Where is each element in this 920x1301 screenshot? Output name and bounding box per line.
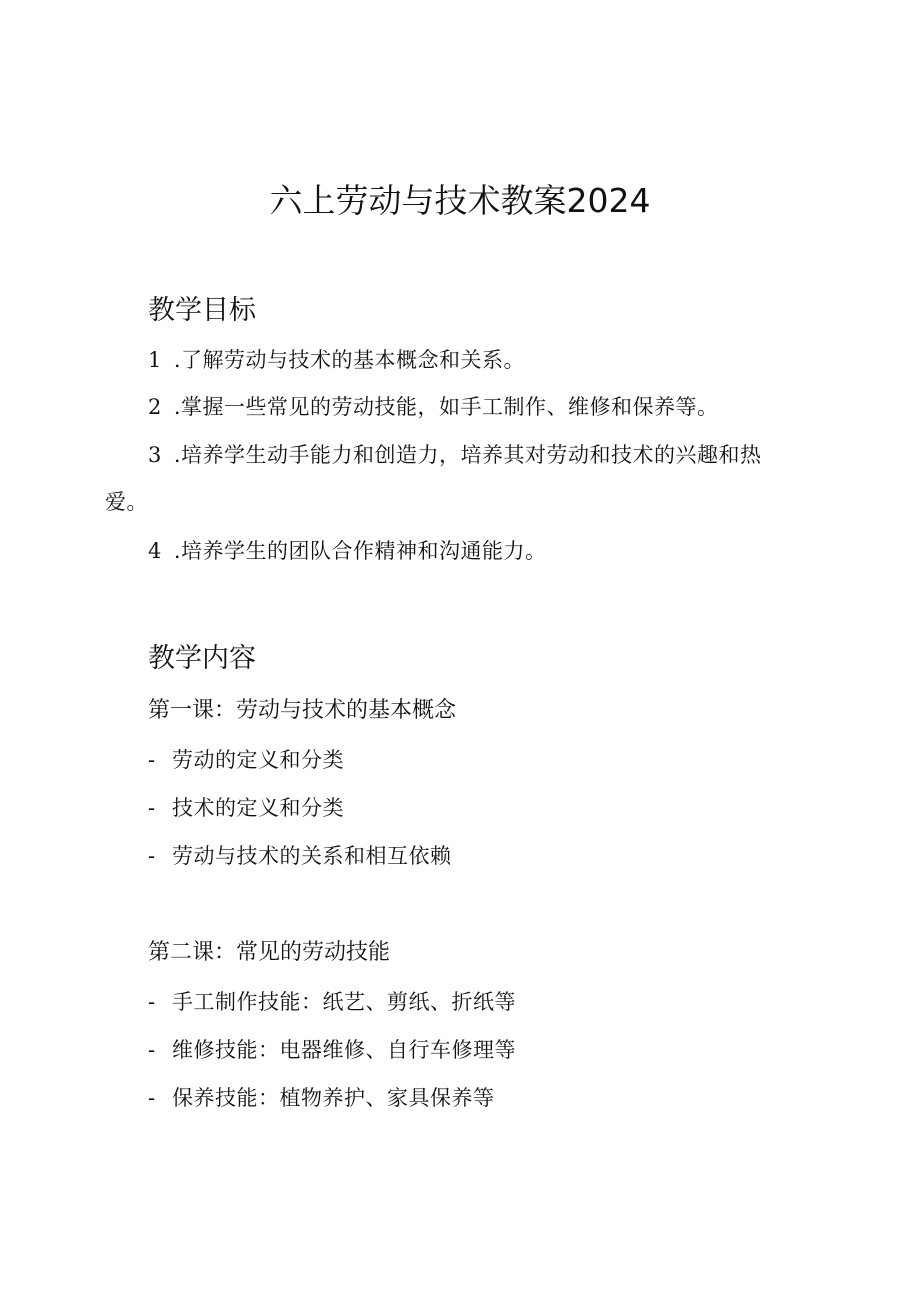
list-item-text: 保养技能：植物养护、家具保养等 <box>172 1086 495 1110</box>
list-item <box>148 841 452 871</box>
bullet-dash: - <box>148 796 156 820</box>
content-heading: 教学内容 <box>148 643 256 674</box>
objective-text: .了解劳动与技术的基本概念和关系。 <box>173 348 526 372</box>
objective-continuation: 爱。 <box>105 490 148 514</box>
objective-number: 2 <box>148 395 162 419</box>
list-item-text: 维修技能：电器维修、自行车修理等 <box>172 1038 516 1062</box>
bullet-dash: - <box>148 844 156 868</box>
objective-item <box>148 536 547 566</box>
objective-number: 3 <box>148 443 162 467</box>
list-item-text: 劳动与技术的关系和相互依赖 <box>172 844 452 868</box>
objective-item <box>148 392 719 422</box>
list-item-text: 劳动的定义和分类 <box>172 748 344 772</box>
list-item-text: 技术的定义和分类 <box>172 796 344 820</box>
objective-text: .掌握一些常见的劳动技能，如手工制作、维修和保养等。 <box>173 395 719 419</box>
objective-text: .培养学生的团队合作精神和沟通能力。 <box>173 539 547 563</box>
lesson-title: 第二课：常见的劳动技能 <box>148 940 391 965</box>
list-item <box>148 1035 516 1065</box>
bullet-dash: - <box>148 990 156 1014</box>
bullet-dash: - <box>148 1086 156 1110</box>
objective-number: 1 <box>148 348 162 372</box>
objectives-heading: 教学目标 <box>148 295 256 326</box>
objective-item <box>148 440 762 470</box>
objective-item <box>148 345 525 375</box>
list-item-text: 手工制作技能：纸艺、剪纸、折纸等 <box>172 990 516 1014</box>
bullet-dash: - <box>148 748 156 772</box>
document-title: 六上劳动与技术教案2024 <box>269 181 651 220</box>
objective-number: 4 <box>148 539 162 563</box>
list-item <box>148 745 344 775</box>
list-item <box>148 793 344 823</box>
list-item <box>148 1083 495 1113</box>
bullet-dash: - <box>148 1038 156 1062</box>
objective-text: .培养学生动手能力和创造力，培养其对劳动和技术的兴趣和热 <box>173 443 762 467</box>
list-item <box>148 987 516 1017</box>
lesson-title: 第一课：劳动与技术的基本概念 <box>148 698 457 723</box>
